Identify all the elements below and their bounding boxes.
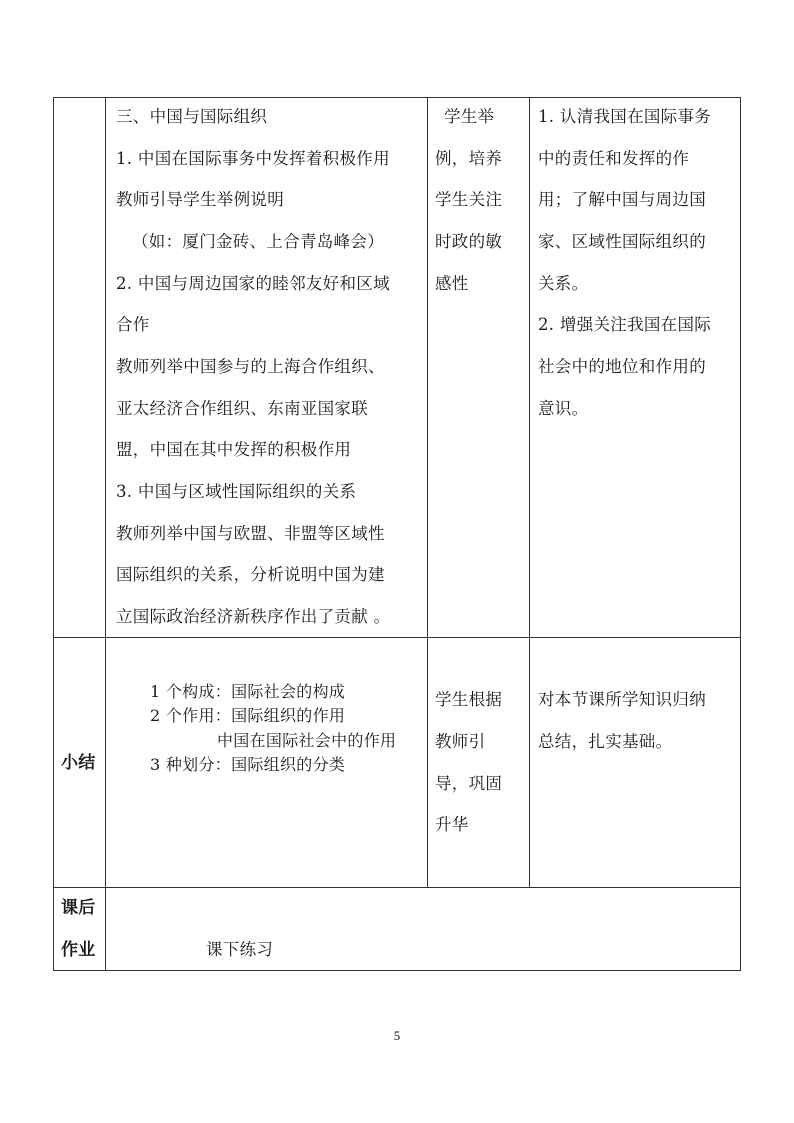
- process-line: 3. 中国与区域性国际组织的关系: [116, 482, 357, 501]
- process-line: （如：厦门金砖、上合青岛峰会）: [132, 232, 384, 251]
- goal-line: 中的责任和发挥的作: [538, 149, 690, 168]
- page-number: 5: [393, 1028, 401, 1043]
- student-activity-line: 感性: [435, 274, 469, 293]
- summary-label: 小结: [61, 753, 96, 773]
- homework-label-line: 课后: [61, 898, 96, 918]
- table-bottom-border: [53, 970, 741, 971]
- homework-content: 课下练习: [206, 940, 274, 959]
- summary-student-line: 教师引: [435, 732, 486, 751]
- process-line: 亚太经济合作组织、东南亚国家联: [116, 399, 368, 418]
- student-activity-line: 学生关注: [435, 190, 503, 209]
- summary-student-line: 导，巩固: [435, 774, 503, 793]
- process-line: 合作: [116, 315, 150, 334]
- student-activity-line: 时政的敏: [435, 232, 503, 251]
- table-top-border: [53, 97, 741, 98]
- col-divider-1: [105, 97, 106, 971]
- student-activity-line: 例，培养: [435, 149, 503, 168]
- summary-student-line: 升华: [435, 815, 469, 834]
- process-line: 教师引导学生举例说明: [116, 190, 284, 209]
- process-line: 1. 中国在国际事务中发挥着积极作用: [116, 149, 390, 168]
- goal-line: 家、区域性国际组织的: [538, 232, 706, 251]
- table-left-border: [53, 97, 54, 971]
- summary-goal-line: 总结，扎实基础。: [538, 732, 673, 751]
- process-line: 国际组织的关系，分析说明中国为建: [116, 565, 385, 584]
- col-divider-2: [427, 97, 428, 888]
- goal-line: 1. 认清我国在国际事务: [538, 107, 712, 126]
- table-right-border: [740, 97, 741, 971]
- summary-student-line: 学生根据: [435, 690, 503, 709]
- student-activity-line: 学生举: [444, 107, 495, 126]
- summary-line: 3 种划分：国际组织的分类: [150, 755, 346, 774]
- goal-line: 意识。: [538, 399, 589, 418]
- col-divider-3: [529, 97, 530, 888]
- process-line: 教师列举中国与欧盟、非盟等区域性: [116, 524, 385, 543]
- goal-line: 社会中的地位和作用的: [538, 357, 706, 376]
- goal-line: 用；了解中国与周边国: [538, 190, 706, 209]
- process-line: 立国际政治经济新秩序作出了贡献 。: [116, 607, 391, 626]
- summary-line: 1 个构成：国际社会的构成: [150, 682, 346, 701]
- row-divider-2: [53, 887, 741, 888]
- goal-line: 2. 增强关注我国在国际: [538, 315, 712, 334]
- process-line: 三、中国与国际组织: [116, 107, 268, 126]
- process-line: 2. 中国与周边国家的睦邻友好和区域: [116, 274, 390, 293]
- process-line: 教师列举中国参与的上海合作组织、: [116, 357, 385, 376]
- summary-line: 中国在国际社会中的作用: [217, 731, 397, 750]
- summary-line: 2 个作用：国际组织的作用: [150, 706, 346, 725]
- row-divider-1: [53, 637, 741, 638]
- process-line: 盟，中国在其中发挥的积极作用: [116, 440, 352, 459]
- goal-line: 关系。: [538, 274, 589, 293]
- homework-label-line: 作业: [61, 940, 96, 960]
- summary-goal-line: 对本节课所学知识归纳: [538, 690, 706, 709]
